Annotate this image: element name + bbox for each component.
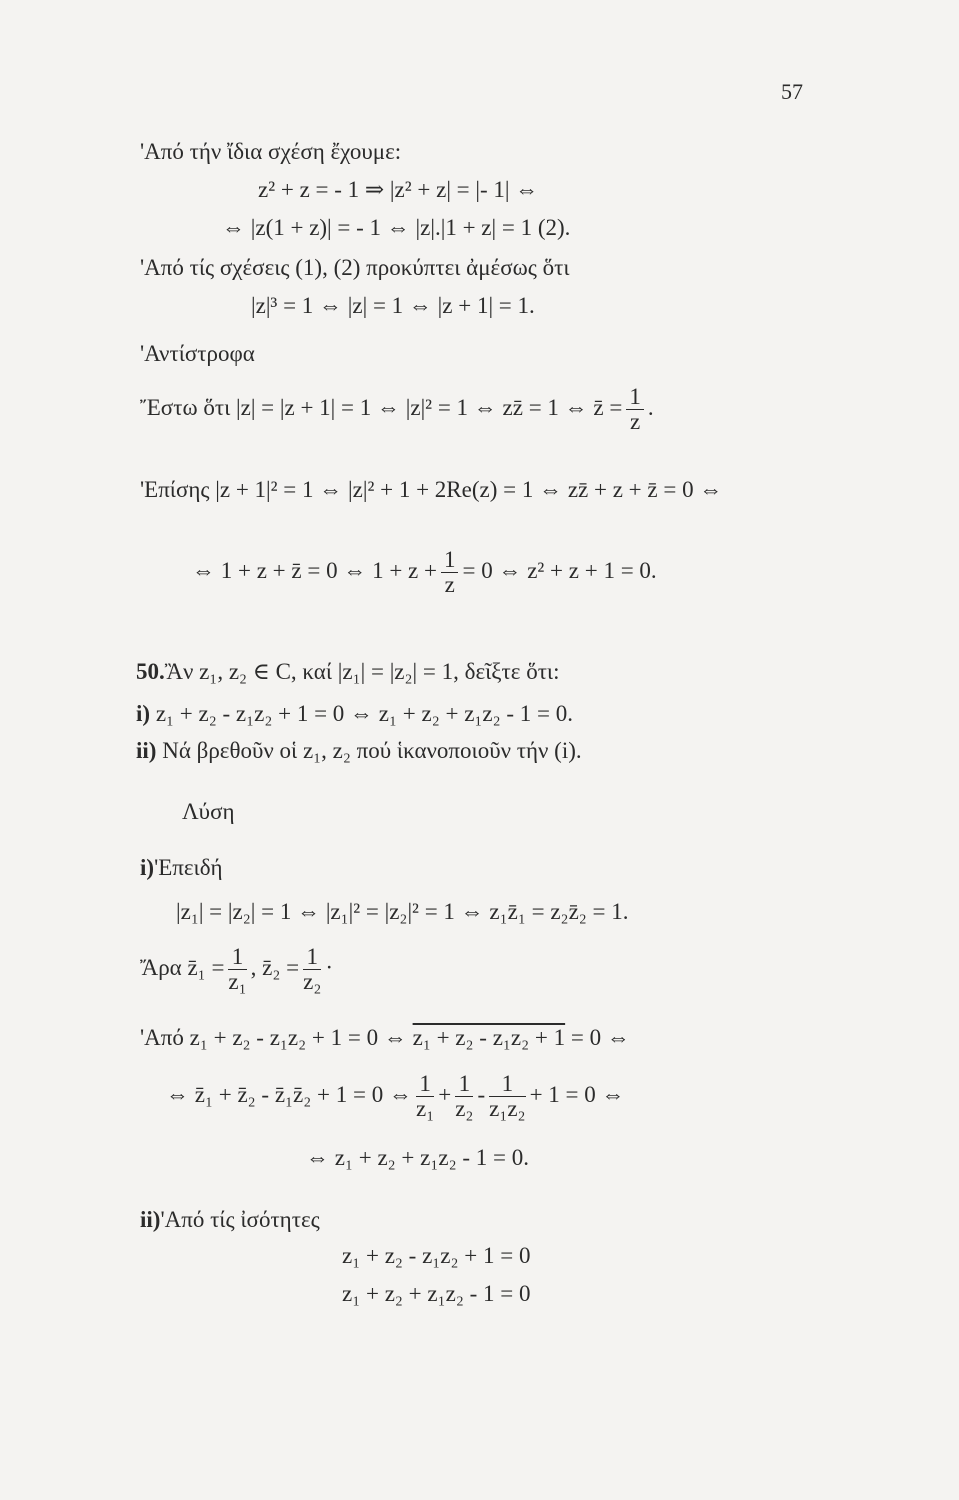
fraction-numerator: 1 xyxy=(626,385,644,410)
equation-part: + 1 = 0 ⇔ xyxy=(529,1081,625,1107)
equation-line xyxy=(140,945,333,994)
equation-part: ⇔ 1 + z + z̄ = 0 ⇔ 1 + z + xyxy=(192,557,437,583)
equation-part: Ἔστω ὅτι |z| = |z + 1| = 1 ⇔ |z|² = 1 ⇔ zz̄ = 1 ⇔ z̄ = xyxy=(140,394,623,420)
fraction-denominator: z₁ xyxy=(415,1096,435,1121)
part-label: ii) xyxy=(136,738,157,763)
text-line: 'Από τήν ἴδια σχέση ἔχουμε: xyxy=(140,139,402,164)
fraction-denominator: z₁ xyxy=(228,969,247,994)
equation-line xyxy=(140,1024,630,1052)
fraction-numerator: 1 xyxy=(455,1072,473,1097)
equation-line: ⇔ z₁ + z₂ + z₁z₂ - 1 = 0. xyxy=(306,1145,529,1170)
equation-line xyxy=(140,385,654,434)
fraction xyxy=(416,1072,434,1121)
fraction-denominator: z₁z₂ xyxy=(489,1096,526,1121)
operator: + xyxy=(438,1081,452,1107)
fraction-numerator: 1 xyxy=(303,945,321,970)
equation-line: |z₁| = |z₂| = 1 ⇔ |z₁|² = |z₂|² = 1 ⇔ z₁z̄₁ = z₂z̄₂ = 1. xyxy=(176,899,629,924)
part-text: 'Από τίς ἰσότητες xyxy=(160,1207,320,1232)
text-line: 'Από τίς σχέσεις (1), (2) προκύπτει ἀμέσως ὅτι xyxy=(140,255,570,280)
equation-part: , z̄₂ = xyxy=(250,954,300,980)
fraction xyxy=(455,1072,473,1121)
conjugate-expression: z₁ + z₂ - z₁z₂ + 1 xyxy=(412,1025,566,1050)
equation-part: Ἄρα z̄₁ = xyxy=(140,954,225,980)
exercise-number: 50. xyxy=(136,659,165,684)
fraction-numerator: 1 xyxy=(416,1072,434,1097)
exercise-part xyxy=(136,700,573,728)
equation-line xyxy=(166,1072,625,1121)
section-heading: Λύση xyxy=(182,799,235,824)
fraction xyxy=(626,385,644,434)
page-number: 57 xyxy=(781,79,803,104)
equation-line: ⇔ |z(1 + z)| = - 1 ⇔ |z|.|1 + z| = 1 (2). xyxy=(222,215,571,240)
equation-part: ⇔ z̄₁ + z̄₂ - z̄₁z̄₂ + 1 = 0 ⇔ xyxy=(166,1081,412,1107)
fraction-numerator: 1 xyxy=(441,548,459,573)
fraction-denominator: z xyxy=(630,409,641,434)
equation-part: · xyxy=(325,954,334,980)
equation-line xyxy=(192,548,657,597)
equation-line: z₁ + z₂ + z₁z₂ - 1 = 0 xyxy=(342,1281,531,1306)
fraction xyxy=(228,945,246,994)
fraction-denominator: z₂ xyxy=(303,969,322,994)
equation-line: |z|³ = 1 ⇔ |z| = 1 ⇔ |z + 1| = 1. xyxy=(251,293,535,318)
part-label: i) xyxy=(140,855,155,880)
operator: - xyxy=(477,1081,486,1107)
part-text: Νά βρεθοῦν οἱ z₁, z₂ πού ἱκανοποιοῦν τήν (i). xyxy=(162,738,582,763)
part-text: z₁ + z₂ - z₁z₂ + 1 = 0 ⇔ z₁ + z₂ + z₁z₂ - 1 = 0. xyxy=(155,701,574,726)
equation-line: z₁ + z₂ - z₁z₂ + 1 = 0 xyxy=(342,1243,531,1268)
fraction xyxy=(303,945,321,994)
equation-line: 'Επίσης |z + 1|² = 1 ⇔ |z|² + 1 + 2Re(z) = 1 ⇔ zz̄ + z + z̄ = 0 ⇔ xyxy=(140,477,723,502)
fraction-numerator: 1 xyxy=(489,1072,525,1097)
section-heading: 'Αντίστροφα xyxy=(140,341,255,366)
equation-part: = 0 ⇔ xyxy=(570,1025,630,1050)
fraction-denominator: z xyxy=(444,572,455,597)
solution-part xyxy=(140,1206,320,1234)
part-label: i) xyxy=(136,701,151,726)
exercise-part xyxy=(136,737,582,765)
equation-part: = 0 ⇔ z² + z + 1 = 0. xyxy=(462,557,657,583)
fraction-numerator: 1 xyxy=(228,945,246,970)
fraction-denominator: z₂ xyxy=(455,1096,474,1121)
fraction xyxy=(489,1072,525,1121)
equation-part: 'Από z₁ + z₂ - z₁z₂ + 1 = 0 ⇔ xyxy=(140,1025,407,1050)
exercise-text: Ἂν z₁, z₂ ∈ C, καί |z₁| = |z₂| = 1, δεῖξτε ὅτι: xyxy=(164,659,560,684)
equation-line: z² + z = - 1 ⇒ |z² + z| = |- 1| ⇔ xyxy=(258,177,539,202)
solution-part xyxy=(140,854,223,882)
part-text: 'Επειδή xyxy=(154,855,223,880)
equation-part: . xyxy=(647,394,654,420)
fraction xyxy=(441,548,459,597)
exercise-statement xyxy=(136,658,560,686)
part-label: ii) xyxy=(140,1207,161,1232)
